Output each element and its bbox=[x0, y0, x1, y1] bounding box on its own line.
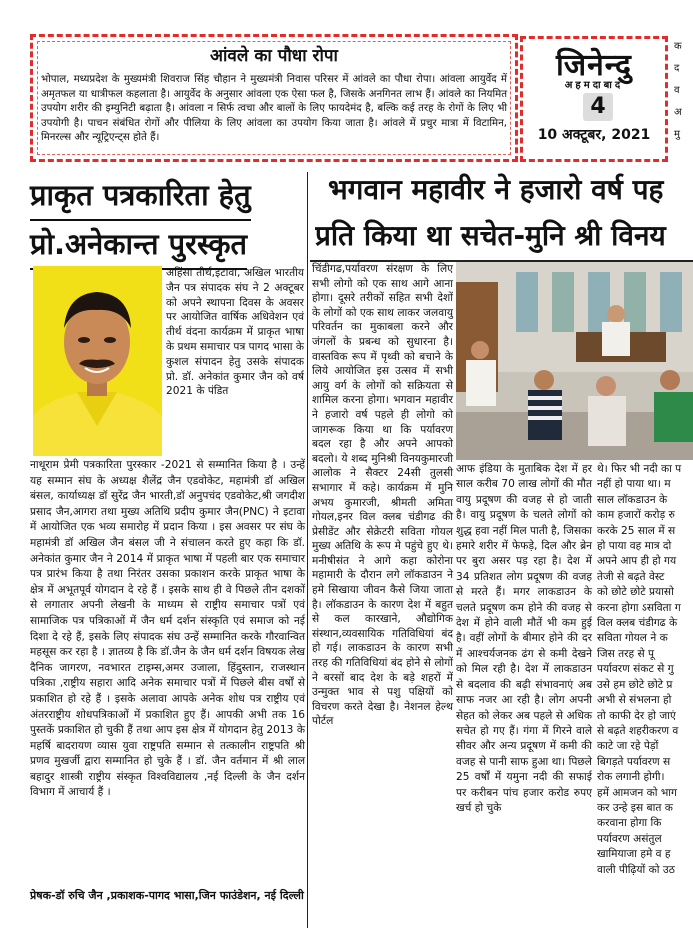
masthead-name: जिनेन्दु bbox=[556, 48, 632, 83]
col3-line: सविता गोयल ने क bbox=[597, 632, 668, 645]
headline-line-2: प्रो.अनेकान्त पुरस्कृत bbox=[30, 221, 247, 270]
strip-fragment: द bbox=[674, 63, 680, 74]
col3-line: करना होगा ऽसविता ग bbox=[597, 601, 681, 614]
right-article-column-3 bbox=[597, 462, 693, 878]
issue-date: 10 अक्टूबर, 2021 bbox=[537, 127, 651, 143]
col3-line: साल लॉकडाउन के bbox=[597, 493, 668, 506]
left-article-intro: अहिंसा तीर्थ,इटावा, अखिल भारतीय जैन पत्र संपादक संघ ने 2 अक्टूबर को अपने स्थापना दिवस के अवसर पर आयोजित वार्षिक अधिवेशन एवं तीर्थ वंदना कार्यक्रम में प्राकृत भाषा के प्रथम समाचार पत्र पागद भासा के कुशल संपादन हेतु उसके संपादक प्रो. डॉ. अनेकांत कुमार जैन को वर्ष 2021 के पंडित bbox=[166, 267, 304, 398]
col3-line: पर्यावरण असंतुल bbox=[597, 832, 662, 845]
right-article-column-1: चिंडीगढ,पर्यावरण संरक्षण के लिए सभी लोगो को एक साथ आगे आना होगा। दूसरे तरीकों सहित सभी देशों के लोगों को एक साथ लाकर जलवायु परिवर्तन का मुकाबला करने और जंगलों के प्रबन्ध को सुधारना है। वास्तविक रूप में पृथ्वी को बचाने के लिये आयोजित इस उत्सव में सभी आयु वर्ग के लोगों को सक्रियता से शामिल करना होगा। भगवान महावीर ने हजारो वर्ष पहले ही लोगो को जागरूक किया था कि पर्यावरण बदल रहा है और अपने आपको बदलो। ये शब्द मुनिश्री विनयकुमारजी आलोक ने सैक्टर 24सी तुलसी सभागार में कहे। कार्यक्रम में मुनि अभय कुमारजी, श्रीमती अमिता गोयल,इनर विल क्लब चंडीगढ की प्रेसीडेंट और सेक्रेटरी सविता गोयल मुख्य अतिथि के रूप मे पहुंचे हुए थे। मनीषीसंत ने आगे कहा कोरोना महामारी के दौरान लगे लॉकडाउन ने हमे सिखाया जीवन कैसे जिया जाता है। लॉकडाउन के कारण देश में बहुत से कल कारखाने, औद्योगिक संस्थान,व्यवसायिक गतिविधियां बंद हो गई। लाकडाउन के कारण सभी तरह की गतिविधियां बंद होने से लोगों ने बरसों बाद देश के बड़े शहरों में उन्मुक्त भाव से पशु पक्षियों को विचरण करते देखा है। नेशनल हेल्थ पोर्टल bbox=[312, 263, 453, 728]
col3-line: नहीं हो पाया था। म bbox=[597, 478, 671, 491]
masthead bbox=[520, 36, 668, 162]
masthead-city: अहमदाबाद bbox=[564, 80, 624, 91]
col3-line: खामियाजा हमे व ह bbox=[597, 848, 671, 861]
col3-line: रोक लगानी होगी। bbox=[597, 771, 665, 784]
col3-line: वाली पीढ़ियों को उठ bbox=[597, 863, 675, 876]
portrait-illustration bbox=[33, 266, 162, 456]
top-article-body: भोपाल, मध्यप्रदेश के मुख्यमंत्री शिवराज सिंह चौहान ने मुख्यमंत्री निवास परिसर में आंवले का पौधा रोपा। आंवला आयुर्वेद में अमृतफल या धात्रीफल कहलाता है। आयुर्वेद के अनुसार आंवला एक ऐसा फल है, जिसके अनगिनत लाभ हैं। आंवले का नियमित उपयोग शरीर की इम्युनिटी बढ़ाता है। आंवला न सिर्फ त्वचा और बालों के लिए फायदेमंद है, बल्कि कई तरह के रोगों के लिए भी उपयोगी है। पाचन संबंधित रोगों और पीलिया के लिए आंवला का उपयोग किया जाता है। आंवले में प्रचुर मात्रा में विटामिन, मिनरल्स और न्यूट्रिएन्ट्स होते हैं। bbox=[41, 74, 507, 144]
page-number: 4 bbox=[583, 93, 613, 121]
col3-line: विल क्लब चंडीगढ के bbox=[597, 617, 678, 630]
author-photo bbox=[33, 266, 162, 456]
headline-line-1: प्राकृत पत्रकारिता हेतु bbox=[30, 172, 251, 221]
column-divider bbox=[307, 172, 308, 928]
strip-fragment: अ bbox=[674, 107, 682, 118]
strip-fragment: व bbox=[674, 85, 680, 96]
col3-line: काटे जा रहे पेड़ों bbox=[597, 740, 659, 753]
col3-line: अभी से संभलना हो bbox=[597, 694, 672, 707]
top-article-title: आंवले का पौधा रोपा bbox=[210, 46, 338, 66]
col3-line: तो काफी देर हो जाएं bbox=[597, 709, 676, 722]
meeting-illustration bbox=[456, 262, 693, 460]
strip-fragment: मु bbox=[674, 129, 680, 140]
col3-line: पर्यावरण संकट से गु bbox=[597, 663, 674, 676]
meeting-photo bbox=[456, 262, 693, 460]
col3-line: अपने आप ही हो गय bbox=[597, 555, 677, 568]
left-article-headline bbox=[30, 172, 300, 270]
col3-line: तेजी से बढ़ते वेस्ट bbox=[597, 570, 665, 583]
left-article-credit: प्रेषक-डॉ रुचि जैन ,प्रकाशक-पागद भासा,जिन फाउंडेशन, नई दिल्ली bbox=[30, 889, 304, 902]
col3-line: को छोटे छोटे प्रयासो bbox=[597, 586, 674, 599]
strip-fragment: क bbox=[674, 41, 682, 52]
col3-line: हो पाया वह मात्र दो bbox=[597, 540, 672, 553]
adjacent-article-strip bbox=[674, 36, 693, 162]
col3-line: करवाना होगा कि bbox=[597, 817, 662, 830]
col3-line: काम हजारों करोड़ रु bbox=[597, 509, 675, 522]
right-article-column-2: आफ इंडिया के मुताबिक देश में हर साल करीब 70 लाख लोगों की मौत वायु प्रदूषण की वजह से हो जाती है। वायु प्रदूषण के चलते लोगों को शुद्ध हवा नहीं मिल पाती है, जिसका हमारे शरीर में फेफड़े, दिल और ब्रेन पर बुरा असर पड़ रहा है। देश में 34 प्रतिशत लोग प्रदूषण की वजह से मरते हैं। मगर लाकडाउन के चलते प्रदूषण कम होने की वजह से देश में होने वाली मौतें भी कम हुई है। वहीं लोगों के बीमार होने की दर में आश्चर्यजनक ढंग से कमी देखने को मिल रही है। देश में लाकडाउन से बदलाव की बढ़ी संभावनाएं अब साफ नजर आ रही है। लोग अपनी सेहत को लेकर अब पहले से अधिक सचेत हो गए हैं। गंगा में गिरने वाले सीवर और अन्य प्रदूषण में कमी की वजह से पानी साफ हुआ था। पिछले 25 वर्षों में यमुना नदी की सफाई पर करीबन पांच हजार करोड रुपए खर्च हो चुके bbox=[456, 463, 592, 814]
col3-line: उसे हम छोटे छोटे प्र bbox=[597, 678, 673, 691]
col3-line: बिगड़ते पर्यावरण स bbox=[597, 755, 671, 768]
right-article-headline-line-2: प्रति किया था सचेत-मुनि श्री विनय bbox=[315, 219, 666, 252]
col3-line: थे। फिर भी नदी का प bbox=[597, 463, 682, 475]
col3-line: हमें आमजन को भाग bbox=[597, 786, 677, 799]
col3-line: से बढ़ते शहरीकरण व bbox=[597, 724, 679, 737]
left-article-body: नाथूराम प्रेमी पत्रकारिता पुरस्कार -2021 से सम्मानित किया है । उन्हें यह सम्मान संघ के अध्यक्ष शैलेंद्र जैन एडवोकेट, महामंत्री डॉ अखिल बंसल, कार्याध्यक्ष डॉ सुरेंद्र जैन भारती,डॉ अनुपचंद एडवोकेट,श्री जगदीश प्रसाद जैन,आगरा तथा मुख्य अतिथि प्रदीप कुमार जैन(PNC) ने इटावा में आयोजित एक भव्य समारोह में प्रदान किया । इस अवसर पर संघ के महामंत्री डॉ अखिल जैन बंसल जी ने संचालन करते हुए कहा कि डॉ. अनेकांत कुमार जैन ने 2014 में प्राकृत भाषा में पहली बार एक समाचार पत्र प्रारंभ किया है तथा निरंतर उसका प्रकाशन करके प्राकृत भाषा के क्षेत्र में अभूतपूर्व योगदान दे रहे हैं । इसके साथ ही वे पिछले तीन दशकों से लगातार अपनी लेखनी के माध्यम से राष्ट्रीय समाचार पत्रों एवं सामाजिक पत्र पत्रिकाओं में जैन धर्म दर्शन संस्कृति एवं समाज को नई दिशा दे रहे हैं, इसके लिए संपादक संघ उन्हें सम्मानित करके गौरवान्वित महसूस कर रहा है । ज्ञातव्य है कि डॉ.जैन के जैन धर्म दर्शन विषयक लेख दैनिक जागरण, नवभारत टाइम्स,अमर उजाला, हिंदुस्तान, राजस्थान पत्रिका ,राष्ट्रीय सहारा आदि अनेक समाचार पत्रों में पिछले बीस वर्षों से प्रकाशित हो रहे हैं । इसके अलावा आपके अनेक शोध पत्र राष्ट्रीय एवं अंतरराष्ट्रीय शोधपत्रिकाओं में प्रकाशित हुए हैं। आपकी अभी तक 16 पुस्तकें प्रकाशित हो चुकी हैं तथा आप इस क्षेत्र में योगदान हेतु 2013 के महर्षि बादरायण व्यास युवा राष्ट्रपति सम्मान से तत्कालीन राष्ट्रपति श्री प्रणव मुखर्जी द्वारा सम्मानित हो चुके हैं । डॉ. जैन वर्तमान में श्री लाल बहादुर शास्त्री राष्ट्रीय संस्कृत विश्वविद्यालय ,नई दिल्ली के जैन दर्शन विभाग में आचार्य हैं । bbox=[30, 459, 305, 799]
col3-line: कर उन्हे इस बात क bbox=[597, 801, 673, 814]
top-article-box bbox=[30, 34, 518, 162]
right-article-headline-line-1: भगवान महावीर ने हजारो वर्ष पह bbox=[328, 173, 664, 206]
col3-line: जिस तरह से पू bbox=[597, 647, 655, 660]
col3-line: करके 25 साल में स bbox=[597, 524, 676, 537]
